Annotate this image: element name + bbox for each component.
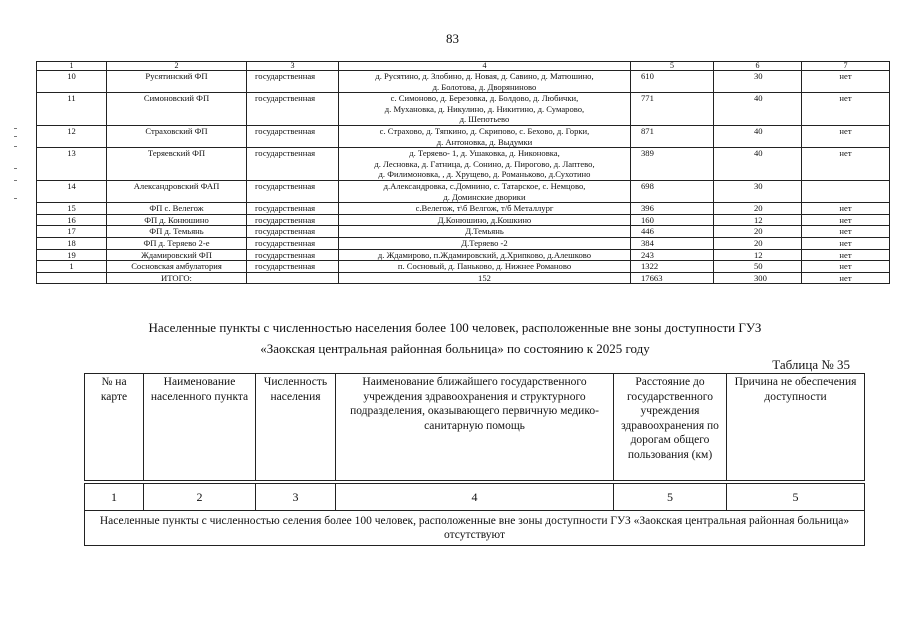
settlement-line: с.Велегож, т\б Велгож, т/б Металлург bbox=[415, 203, 554, 214]
facility-name: Симоновский ФП bbox=[107, 93, 247, 126]
availability-flag: нет bbox=[802, 203, 890, 215]
population: 160 bbox=[631, 214, 714, 226]
distance-km: 30 bbox=[714, 180, 802, 202]
served-settlements bbox=[339, 148, 631, 181]
distance-km: 12 bbox=[714, 214, 802, 226]
served-settlements bbox=[339, 214, 631, 226]
row-number: 18 bbox=[37, 237, 107, 249]
table-row bbox=[37, 237, 890, 249]
settlement-line: с. Симоново, д. Березовка, д. Болдово, д. Любички, bbox=[390, 93, 579, 104]
row-number: 11 bbox=[37, 93, 107, 126]
availability-flag: нет bbox=[802, 249, 890, 261]
header-population: Численность населения bbox=[256, 374, 336, 481]
total-blank bbox=[37, 272, 107, 284]
distance-km: 40 bbox=[714, 125, 802, 147]
row-number: 16 bbox=[37, 214, 107, 226]
ownership-type: государственная bbox=[247, 125, 339, 147]
ownership-type: государственная bbox=[247, 203, 339, 215]
availability-flag: нет bbox=[802, 261, 890, 273]
availability-flag: нет bbox=[802, 125, 890, 147]
facility-name: ФП с. Велегож bbox=[107, 203, 247, 215]
served-settlements bbox=[339, 125, 631, 147]
page-number: 83 bbox=[446, 31, 459, 46]
section-title-line: «Заокская центральная районная больница» по состоянию к 2025 году bbox=[260, 341, 650, 356]
total-label: ИТОГО: bbox=[107, 272, 247, 284]
note-text: Населенные пункты с численностью селения более 100 человек, расположенные вне зоны доступности ГУЗ «Заокская центральная районная больница» отсутствуют bbox=[85, 511, 865, 546]
distance-km: 20 bbox=[714, 203, 802, 215]
settlement-line: д. Филимоновка, , д. Хрущево, д. Романьково, д.Сухотино bbox=[378, 169, 591, 180]
column-number: 4 bbox=[336, 484, 614, 511]
facility-name: Ждамировский ФП bbox=[107, 249, 247, 261]
served-settlements bbox=[339, 180, 631, 202]
total-blank bbox=[247, 272, 339, 284]
settlement-line: д. Ждамирово, п.Ждамировский, д.Хрипково, д.Алешково bbox=[377, 249, 592, 260]
served-settlements bbox=[339, 93, 631, 126]
total-row bbox=[37, 272, 890, 284]
ownership-type: государственная bbox=[247, 214, 339, 226]
ownership-type: государственная bbox=[247, 93, 339, 126]
settlement-line: д.Александровка, с.Домнино, с. Татарское, с. Немцово, bbox=[383, 180, 586, 191]
availability-flag: нет bbox=[802, 148, 890, 181]
distance-km: 12 bbox=[714, 249, 802, 261]
population: 1322 bbox=[631, 261, 714, 273]
column-number: 5 bbox=[614, 484, 727, 511]
settlement-line: Д.Теряево -2 bbox=[461, 237, 508, 248]
settlement-line: д. Теряево- 1, д. Ушаковка, д. Никоновка, bbox=[409, 148, 560, 159]
settlement-line: с. Страхово, д. Тяпкино, д. Скрипово, с. Бехово, д. Горки, bbox=[379, 125, 590, 136]
availability-flag: нет bbox=[802, 214, 890, 226]
distance-km: 40 bbox=[714, 148, 802, 181]
row-number: 17 bbox=[37, 226, 107, 238]
table-row bbox=[37, 214, 890, 226]
ownership-type: государственная bbox=[247, 261, 339, 273]
served-settlements bbox=[339, 226, 631, 238]
settlement-line: д. Русятино, д. Злобино, д. Новая, д. Савино, д. Матюшино, bbox=[375, 71, 594, 81]
distance-km: 20 bbox=[714, 237, 802, 249]
settlement-line: Д.Конюшино, д.Кошкино bbox=[437, 214, 532, 225]
header-cell: 1 bbox=[37, 62, 107, 71]
distance-km: 30 bbox=[714, 71, 802, 93]
population: 384 bbox=[631, 237, 714, 249]
row-number: 19 bbox=[37, 249, 107, 261]
header-reason: Причина не обеспечения доступности bbox=[727, 374, 865, 481]
settlement-line: д. Лесновка, д. Гатница, д. Сонино, д. Пирогово, д. Лаптево, bbox=[374, 158, 595, 169]
facility-name: ФП д. Темьянь bbox=[107, 226, 247, 238]
header-cell: 2 bbox=[107, 62, 247, 71]
facility-name: Теряевский ФП bbox=[107, 148, 247, 181]
ownership-type: государственная bbox=[247, 249, 339, 261]
outside-access-table-header bbox=[85, 374, 865, 481]
availability-flag: нет bbox=[802, 226, 890, 238]
ownership-type: государственная bbox=[247, 148, 339, 181]
facilities-table bbox=[36, 61, 890, 284]
population: 389 bbox=[631, 148, 714, 181]
header-nearest-facility: Наименование ближайшего государственного учреждения здравоохранения и структурного подразделения, оказывающего первичную медико-санитарную помощь bbox=[336, 374, 614, 481]
facility-name: ФП д. Конюшино bbox=[107, 214, 247, 226]
ownership-type: государственная bbox=[247, 226, 339, 238]
row-number: 1 bbox=[37, 261, 107, 273]
table-row bbox=[37, 71, 890, 93]
total-distance: 300 bbox=[714, 272, 802, 284]
row-number: 14 bbox=[37, 180, 107, 202]
population: 698 bbox=[631, 180, 714, 202]
served-settlements bbox=[339, 71, 631, 93]
served-settlements bbox=[339, 249, 631, 261]
row-number: 13 bbox=[37, 148, 107, 181]
row-number: 10 bbox=[37, 71, 107, 93]
column-number: 5 bbox=[727, 484, 865, 511]
population: 243 bbox=[631, 249, 714, 261]
population: 446 bbox=[631, 226, 714, 238]
column-number: 2 bbox=[144, 484, 256, 511]
settlement-line: Д.Темьянь bbox=[465, 226, 504, 237]
total-flag: нет bbox=[802, 272, 890, 284]
settlement-line: д. Мухановка, д. Никулино, д. Никитино, д. Сумарово, bbox=[384, 103, 585, 114]
availability-flag bbox=[802, 180, 890, 202]
settlement-line: д. Антоновка, д. Выдумки bbox=[436, 136, 533, 147]
distance-km: 50 bbox=[714, 261, 802, 273]
table-row bbox=[37, 125, 890, 147]
header-cell: 3 bbox=[247, 62, 339, 71]
table-caption: Таблица № 35 bbox=[772, 357, 850, 372]
settlement-line: д. Доминские дворики bbox=[443, 191, 526, 202]
population: 610 bbox=[631, 71, 714, 93]
row-number: 12 bbox=[37, 125, 107, 147]
header-distance: Расстояние до государственного учреждения здравоохранения по дорогам общего пользования (км) bbox=[614, 374, 727, 481]
note-row bbox=[85, 511, 865, 546]
column-number: 1 bbox=[85, 484, 144, 511]
outside-access-table bbox=[84, 373, 865, 546]
settlement-line: п. Сосновый, д. Паньково, д. Нижнее Романово bbox=[397, 261, 572, 272]
header-settlement-name: Наименование населенного пункта bbox=[144, 374, 256, 481]
total-population: 17663 bbox=[631, 272, 714, 284]
population: 871 bbox=[631, 125, 714, 147]
facility-name: Страховский ФП bbox=[107, 125, 247, 147]
ownership-type: государственная bbox=[247, 71, 339, 93]
settlement-line: д. Шепотьево bbox=[459, 114, 510, 125]
section-title bbox=[60, 317, 850, 359]
served-settlements bbox=[339, 237, 631, 249]
header-cell: 6 bbox=[714, 62, 802, 71]
availability-flag: нет bbox=[802, 93, 890, 126]
table-row bbox=[37, 261, 890, 273]
facility-name: ФП д. Теряево 2-е bbox=[107, 237, 247, 249]
column-numbers-row bbox=[85, 484, 865, 511]
table-row bbox=[37, 203, 890, 215]
scan-artifact bbox=[14, 128, 22, 208]
availability-flag: нет bbox=[802, 237, 890, 249]
population: 771 bbox=[631, 93, 714, 126]
distance-km: 40 bbox=[714, 93, 802, 126]
column-number: 3 bbox=[256, 484, 336, 511]
header-cell: 4 bbox=[339, 62, 631, 71]
availability-flag: нет bbox=[802, 71, 890, 93]
ownership-type: государственная bbox=[247, 237, 339, 249]
settlement-line: д. Болотова, д. Дворяниново bbox=[432, 81, 537, 92]
section-title-line: Населенные пункты с численностью населения более 100 человек, расположенные вне зоны доступности ГУЗ bbox=[148, 320, 762, 335]
header-map-number: № на карте bbox=[85, 374, 144, 481]
table-row bbox=[37, 226, 890, 238]
header-cell: 7 bbox=[802, 62, 890, 71]
table-row bbox=[37, 93, 890, 126]
total-count: 152 bbox=[339, 272, 631, 284]
facility-name: Русятинский ФП bbox=[107, 71, 247, 93]
table-row bbox=[37, 249, 890, 261]
ownership-type: государственная bbox=[247, 180, 339, 202]
facility-name: Сосновская амбулатория bbox=[107, 261, 247, 273]
header-cell: 5 bbox=[631, 62, 714, 71]
facilities-table-header bbox=[37, 62, 890, 71]
population: 396 bbox=[631, 203, 714, 215]
distance-km: 20 bbox=[714, 226, 802, 238]
table-row bbox=[37, 180, 890, 202]
row-number: 15 bbox=[37, 203, 107, 215]
facility-name: Александровский ФАП bbox=[107, 180, 247, 202]
served-settlements bbox=[339, 261, 631, 273]
served-settlements bbox=[339, 203, 631, 215]
table-row bbox=[37, 148, 890, 181]
